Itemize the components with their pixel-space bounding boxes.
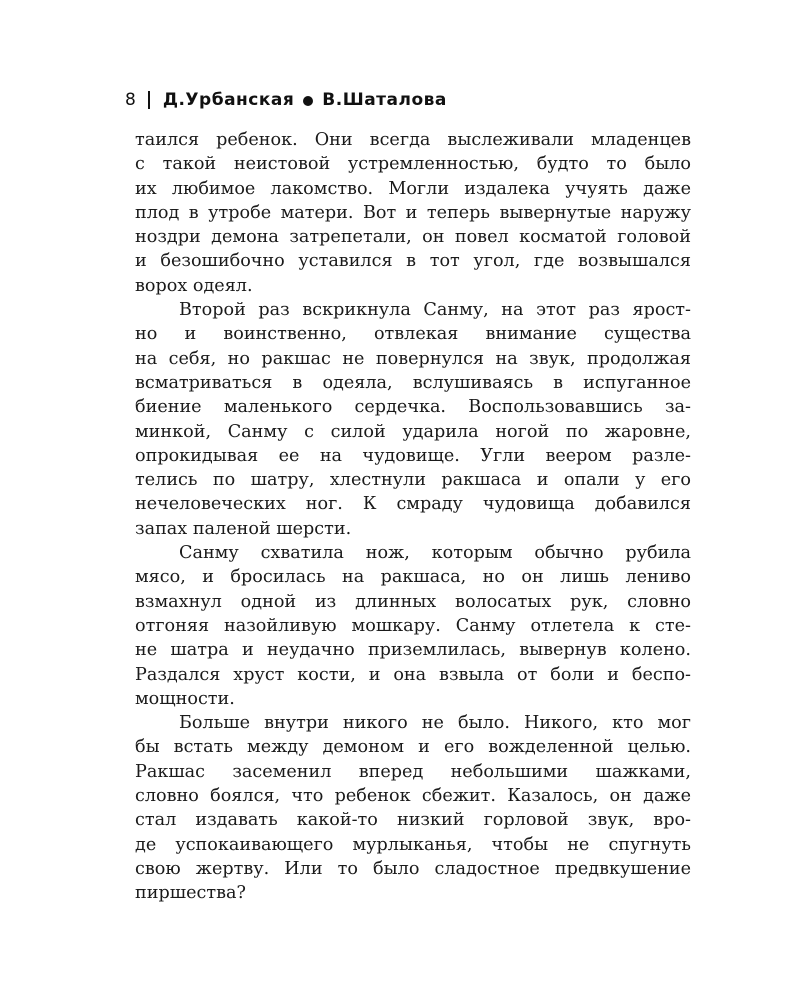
text-line: взмахнул одной из длинных волосатых рук, словно: [135, 591, 691, 612]
text-line: не шатра и неудачно приземлилась, вывернув колено.: [135, 640, 691, 661]
author-name-1: Д.Урбанская: [162, 90, 295, 110]
text-line: мощности.: [135, 688, 235, 709]
text-line: Второй раз вскрикнула Санму, на этот раз ярост-: [179, 300, 691, 321]
paragraph: [135, 128, 691, 298]
text-line: с такой неистовой устремленностью, будто то было: [135, 154, 691, 175]
text-line: де успокаивающего мурлыканья, чтобы не спугнуть: [135, 834, 691, 855]
bullet-icon: [303, 96, 313, 106]
text-line: бы встать между демоном и его вожделенной целью.: [135, 737, 691, 758]
text-line: Санму схватила нож, которым обычно рубила: [179, 543, 691, 564]
text-line: словно боялся, что ребенок сбежит. Казалось, он даже: [135, 786, 691, 807]
text-line: минкой, Санму с силой ударила ногой по жаровне,: [135, 421, 691, 442]
text-line: мясо, и бросилась на ракшаса, но он лишь лениво: [135, 567, 691, 588]
text-line: стал издавать какой-то низкий горловой звук, вро-: [135, 810, 691, 831]
text-line: запах паленой шерсти.: [135, 518, 352, 539]
text-line: Больше внутри никого не было. Никого, кто мог: [179, 713, 691, 734]
text-line: их любимое лакомство. Могли издалека учуять даже: [135, 178, 691, 199]
text-line: Ракшас засеменил вперед небольшими шажками,: [135, 761, 691, 782]
paragraph: [135, 298, 691, 541]
text-line: ворох одеял.: [135, 275, 253, 296]
running-header: [125, 86, 447, 114]
text-line: ноздри демона затрепетали, он повел косматой головой: [135, 227, 691, 248]
text-line: таился ребенок. Они всегда выслеживали младенцев: [135, 130, 691, 150]
text-line: телись по шатру, хлестнули ракшаса и опали у его: [135, 470, 691, 491]
paragraph: [135, 541, 691, 711]
text-line: отгоняя назойливую мошкару. Санму отлетела к сте-: [135, 615, 691, 636]
text-line: плод в утробе матери. Вот и теперь вывернутые наружу: [135, 202, 691, 223]
text-line: и безошибочно уставился в тот угол, где возвышался: [135, 251, 691, 272]
header-divider: [148, 91, 150, 109]
paragraph: [135, 711, 691, 905]
body-text: [135, 128, 691, 906]
page-number: 8: [125, 90, 136, 110]
text-line: всматриваться в одеяла, вслушиваясь в испуганное: [135, 372, 691, 393]
text-line: пиршества?: [135, 883, 246, 904]
text-line: биение маленького сердечка. Воспользовавшись за-: [135, 397, 691, 418]
text-line: нечеловеческих ног. К смраду чудовища добавился: [135, 494, 691, 515]
text-line: Раздался хруст кости, и она взвыла от боли и беспо-: [135, 664, 691, 685]
text-line: свою жертву. Или то было сладостное предвкушение: [135, 858, 691, 879]
text-line: на себя, но ракшас не повернулся на звук, продолжая: [135, 348, 691, 369]
text-line: опрокидывая ее на чудовище. Угли веером разле-: [135, 445, 691, 466]
author-name-2: В.Шаталова: [322, 90, 447, 110]
text-line: но и воинственно, отвлекая внимание существа: [135, 324, 691, 345]
